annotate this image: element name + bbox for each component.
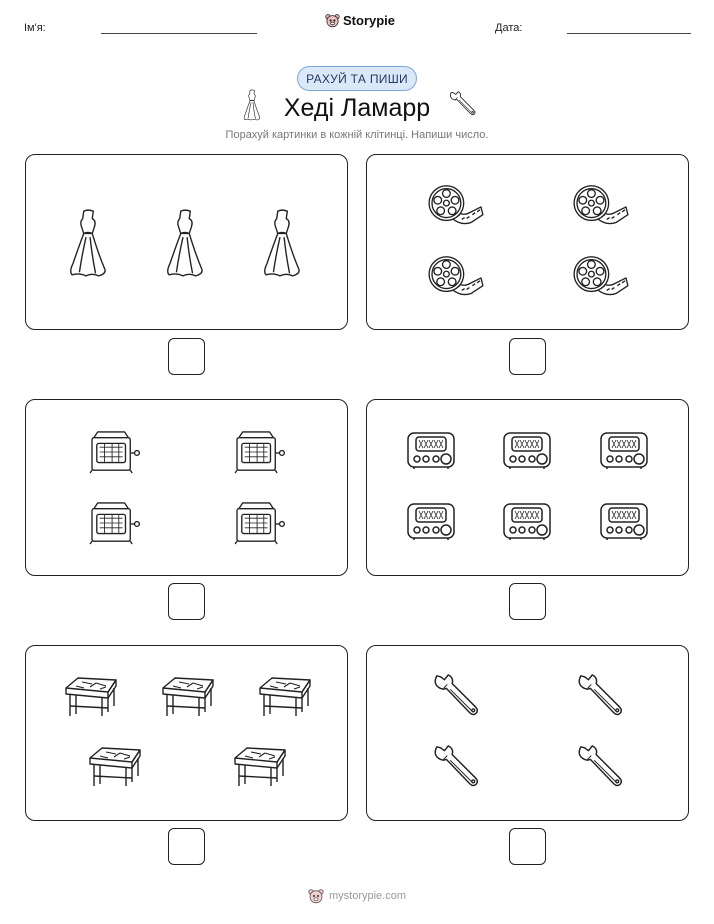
bear-icon bbox=[325, 13, 340, 28]
radio-icon bbox=[406, 501, 456, 543]
count-card-music-boxes bbox=[25, 399, 348, 576]
answer-box[interactable] bbox=[168, 338, 205, 375]
count-card-radios bbox=[366, 399, 689, 576]
answer-box[interactable] bbox=[509, 338, 546, 375]
music-box-icon bbox=[88, 430, 140, 474]
film-reel-icon bbox=[572, 253, 630, 301]
workbench-icon bbox=[62, 674, 120, 718]
count-card-dresses bbox=[25, 154, 348, 330]
workbench-icon bbox=[159, 674, 217, 718]
radio-icon bbox=[502, 501, 552, 543]
wrench-icon bbox=[575, 672, 623, 720]
bear-icon bbox=[308, 888, 324, 904]
name-label: Ім'я: bbox=[24, 22, 46, 34]
music-box-icon bbox=[88, 501, 140, 545]
count-card-workbenches bbox=[25, 645, 348, 821]
date-field[interactable] bbox=[567, 33, 691, 34]
workbench-icon bbox=[231, 744, 289, 788]
count-card-wrenches bbox=[366, 645, 689, 821]
radio-icon bbox=[599, 430, 649, 472]
wrench-icon bbox=[431, 672, 479, 720]
wrench-icon bbox=[448, 90, 476, 118]
workbench-icon bbox=[256, 674, 314, 718]
page-title: Хеді Ламарр bbox=[283, 94, 431, 122]
date-label: Дата: bbox=[495, 22, 523, 34]
dress-icon bbox=[260, 208, 304, 278]
film-reel-icon bbox=[427, 253, 485, 301]
footer-url[interactable]: mystorypie.com bbox=[328, 890, 407, 902]
dress-icon bbox=[163, 208, 207, 278]
answer-box[interactable] bbox=[509, 828, 546, 865]
radio-icon bbox=[599, 501, 649, 543]
answer-box[interactable] bbox=[168, 583, 205, 620]
brand-name: Storypie bbox=[343, 13, 396, 28]
answer-box[interactable] bbox=[509, 583, 546, 620]
dress-icon bbox=[66, 208, 110, 278]
activity-badge: РАХУЙ ТА ПИШИ bbox=[297, 66, 417, 91]
name-field[interactable] bbox=[101, 33, 257, 34]
storypie-logo bbox=[325, 13, 395, 28]
wrench-icon bbox=[575, 743, 623, 791]
count-card-film-reels bbox=[366, 154, 689, 330]
film-reel-icon bbox=[572, 182, 630, 230]
music-box-icon bbox=[233, 501, 285, 545]
radio-icon bbox=[406, 430, 456, 472]
workbench-icon bbox=[86, 744, 144, 788]
answer-box[interactable] bbox=[168, 828, 205, 865]
wrench-icon bbox=[431, 743, 479, 791]
instructions: Порахуй картинки в кожній клітинці. Напиши число. bbox=[225, 129, 489, 141]
footer bbox=[0, 888, 714, 904]
film-reel-icon bbox=[427, 182, 485, 230]
radio-icon bbox=[502, 430, 552, 472]
music-box-icon bbox=[233, 430, 285, 474]
